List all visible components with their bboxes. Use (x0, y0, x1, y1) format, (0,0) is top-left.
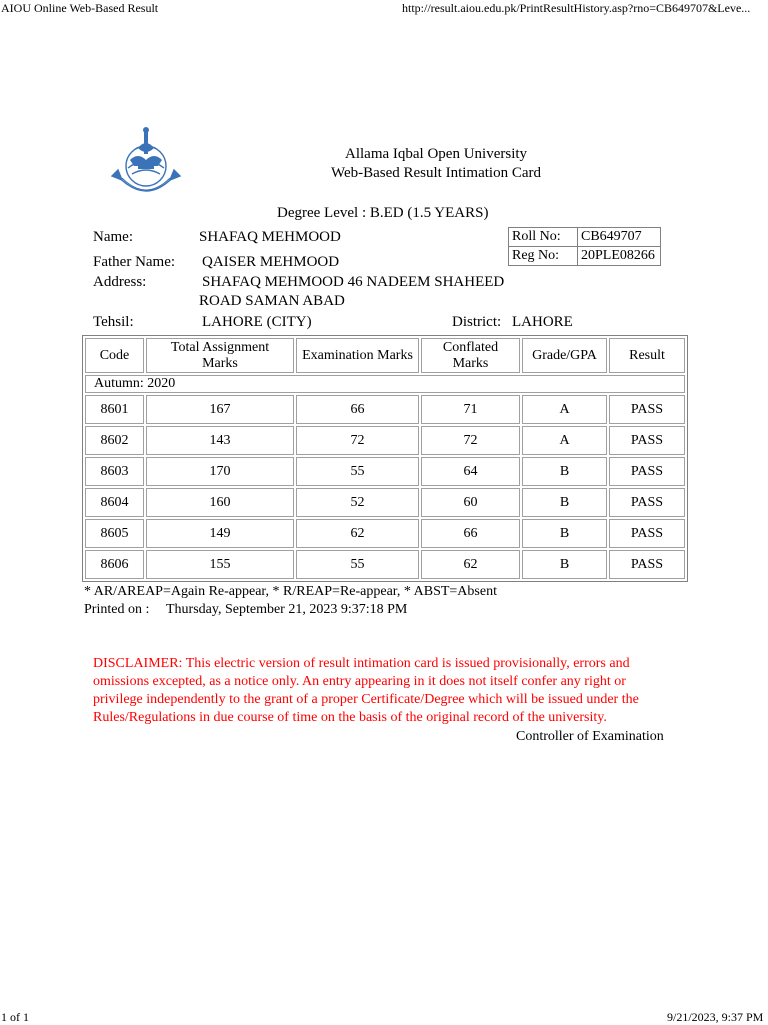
cell-assignment: 143 (146, 426, 294, 455)
cell-code: 8606 (85, 550, 144, 579)
reg-no-label: Reg No: (509, 247, 578, 266)
cell-grade: A (522, 395, 607, 424)
roll-no-label: Roll No: (509, 228, 578, 247)
university-name: Allama Iqbal Open University (345, 146, 528, 162)
cell-assignment: 170 (146, 457, 294, 486)
student-name: SHAFAQ MEHMOOD (199, 229, 341, 245)
table-row (85, 519, 685, 548)
cell-result: PASS (609, 550, 685, 579)
cell-result: PASS (609, 426, 685, 455)
district-value: LAHORE (512, 314, 573, 330)
father-name-label: Father Name: (93, 254, 176, 270)
cell-conflated: 64 (421, 457, 520, 486)
header-code: Code (85, 338, 144, 373)
cell-code: 8603 (85, 457, 144, 486)
table-row (85, 550, 685, 579)
print-timestamp: 9/21/2023, 9:37 PM (667, 1010, 764, 1024)
table-row (85, 488, 685, 517)
degree-level: Degree Level : B.ED (1.5 YEARS) (277, 205, 489, 221)
university-crest-logo (108, 126, 184, 204)
card-title: Web-Based Result Intimation Card (331, 165, 541, 181)
cell-conflated: 66 (421, 519, 520, 548)
cell-assignment: 155 (146, 550, 294, 579)
disclaimer-text: DISCLAIMER: This electric version of result intimation card is issued provisionally, errors and omissions excepted, as a notice only. An entry appearing in it does not itself confer any right or privilege independently to the grant of a proper Certificate/Degree which will be issued under the Rules/Regulations in due course of time on the basis of the original record of the university. (93, 656, 639, 725)
cell-exam: 66 (296, 395, 419, 424)
reg-no-value: 20PLE08266 (578, 247, 661, 266)
cell-conflated: 71 (421, 395, 520, 424)
cell-conflated: 60 (421, 488, 520, 517)
cell-exam: 62 (296, 519, 419, 548)
table-row (85, 395, 685, 424)
header-assignment (146, 338, 294, 373)
district-label: District: (452, 314, 502, 330)
cell-grade: A (522, 426, 607, 455)
page-count: 1 of 1 (1, 1010, 29, 1024)
address-label: Address: (93, 274, 147, 290)
page-title: AIOU Online Web-Based Result (1, 1, 159, 15)
cell-assignment: 160 (146, 488, 294, 517)
cell-result: PASS (609, 395, 685, 424)
tehsil-label: Tehsil: (93, 314, 134, 330)
semester-row (85, 375, 685, 393)
header-assignment-line2: Marks (202, 355, 238, 371)
cell-grade: B (522, 488, 607, 517)
cell-exam: 55 (296, 550, 419, 579)
cell-grade: B (522, 457, 607, 486)
tehsil-value: LAHORE (CITY) (202, 314, 312, 330)
cell-conflated: 62 (421, 550, 520, 579)
address-line-1: SHAFAQ MEHMOOD 46 NADEEM SHAHEED (202, 274, 505, 290)
header-conflated (421, 338, 520, 373)
cell-code: 8604 (85, 488, 144, 517)
cell-grade: B (522, 519, 607, 548)
cell-conflated: 72 (421, 426, 520, 455)
cell-exam: 52 (296, 488, 419, 517)
printed-label: Printed on : (84, 602, 150, 617)
father-name: QAISER MEHMOOD (202, 254, 340, 270)
signature-text: Controller of Examination (516, 729, 664, 744)
printed-value: Thursday, September 21, 2023 9:37:18 PM (166, 602, 408, 617)
cell-code: 8605 (85, 519, 144, 548)
header-grade: Grade/GPA (522, 338, 607, 373)
cell-exam: 72 (296, 426, 419, 455)
id-box (508, 227, 661, 266)
cell-code: 8601 (85, 395, 144, 424)
table-header-row (85, 338, 685, 373)
header-conflated-line2: Marks (452, 355, 489, 371)
address-line-2: ROAD SAMAN ABAD (199, 293, 345, 309)
cell-assignment: 167 (146, 395, 294, 424)
semester-label: Autumn: 2020 (85, 375, 685, 393)
cell-assignment: 149 (146, 519, 294, 548)
header-result: Result (609, 338, 685, 373)
cell-result: PASS (609, 457, 685, 486)
cell-grade: B (522, 550, 607, 579)
legend-text: * AR/AREAP=Again Re-appear, * R/REAP=Re-appear, * ABST=Absent (84, 584, 497, 599)
table-row (85, 457, 685, 486)
name-label: Name: (93, 229, 133, 245)
header-exam: Examination Marks (296, 338, 419, 373)
table-row (85, 426, 685, 455)
header-conflated-line1: Conflated (442, 339, 499, 355)
page-url: http://result.aiou.edu.pk/PrintResultHistory.asp?rno=CB649707&Leve... (402, 1, 751, 15)
cell-result: PASS (609, 488, 685, 517)
header-assignment-line1: Total Assignment (170, 339, 270, 355)
cell-result: PASS (609, 519, 685, 548)
cell-exam: 55 (296, 457, 419, 486)
results-table (82, 335, 688, 582)
cell-code: 8602 (85, 426, 144, 455)
roll-no-value: CB649707 (578, 228, 661, 247)
